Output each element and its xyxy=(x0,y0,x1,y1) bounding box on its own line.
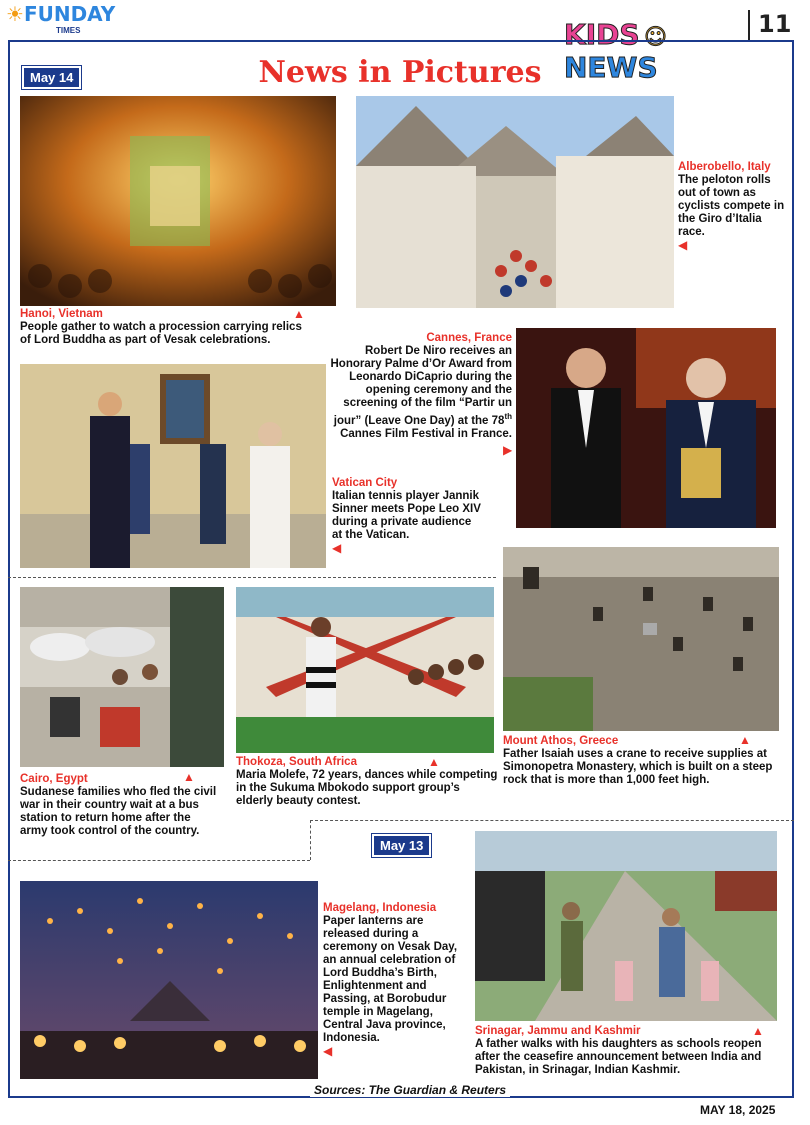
place-hanoi: Hanoi, Vietnam xyxy=(20,308,103,320)
logo-face-icon: ☺ xyxy=(643,25,667,50)
photo-mount-athos xyxy=(503,547,779,731)
caption-magelang: Paper lanterns are released during a ceremony on Vesak Day, an annual celebration of Lord Buddha’s Birth, Enlightenment and Passing, at Borobudur temple in Magelang, Central Java province, Indonesia. xyxy=(323,915,458,1044)
divider-dashed-2 xyxy=(310,820,794,821)
divider-dashed-3 xyxy=(8,860,310,861)
right-arrow-icon: ◀ xyxy=(502,442,512,457)
caption-hanoi: People gather to watch a procession carrying relics of Lord Buddha as part of Vesak celebrations. xyxy=(20,321,302,346)
up-arrow-icon: ▲ xyxy=(293,307,305,321)
place-srinagar: Srinagar, Jammu and Kashmir xyxy=(475,1025,641,1037)
story-cairo xyxy=(20,770,220,838)
up-arrow-icon: ▲ xyxy=(752,1024,764,1038)
story-thokoza xyxy=(236,756,498,808)
photo-vatican xyxy=(20,364,326,568)
place-cannes: Cannes, France xyxy=(426,332,512,344)
caption-srinagar: A father walks with his daughters as schools reopen after the ceasefire announcement between India and Pakistan, in Srinagar, Indian Kashmir. xyxy=(475,1038,762,1076)
page-title: News in Pictures xyxy=(258,55,542,90)
photo-alberobello xyxy=(356,96,674,308)
date-badge-may13: May 13 xyxy=(372,834,431,857)
caption-cannes-b: Cannes Film Festival in France. xyxy=(340,427,512,440)
story-magelang xyxy=(323,902,468,1057)
caption-cannes xyxy=(320,345,512,441)
left-arrow-icon: ◀ xyxy=(332,541,342,555)
story-vatican xyxy=(332,477,482,554)
logo-news: NEWS xyxy=(564,51,658,84)
photo-thokoza xyxy=(236,587,494,753)
story-srinagar xyxy=(475,1025,775,1077)
up-arrow-icon: ▲ xyxy=(183,770,195,784)
story-alberobello xyxy=(678,161,788,251)
logo-sub: TIMES xyxy=(56,26,81,35)
photo-srinagar xyxy=(475,831,777,1021)
caption-cairo: Sudanese families who fled the civil war in their country wait at a bus station to return home after the army took control of the country. xyxy=(20,786,217,837)
caption-cannes-sup: th xyxy=(504,412,512,421)
place-vatican: Vatican City xyxy=(332,477,398,489)
date-badge-may14: May 14 xyxy=(22,66,81,89)
story-mount-athos xyxy=(503,735,785,787)
left-arrow-icon: ◀ xyxy=(678,238,688,252)
up-arrow-icon: ▲ xyxy=(428,755,440,769)
photo-cannes xyxy=(516,328,776,528)
caption-thokoza: Maria Molefe, 72 years, dances while competing in the Sukuma Mbokodo support group’s elderly beauty contest. xyxy=(236,769,498,807)
sources-credit: Sources: The Guardian & Reuters xyxy=(310,1083,510,1097)
logo-word xyxy=(6,4,116,24)
up-arrow-icon: ▲ xyxy=(739,733,751,747)
logo-sun-icon: ☀ xyxy=(6,2,24,26)
logo-kids: KIDS xyxy=(564,18,640,51)
place-alberobello: Alberobello, Italy xyxy=(678,161,771,173)
page-number: 11 xyxy=(748,10,798,42)
footer-date: MAY 18, 2025 xyxy=(700,1103,776,1117)
story-cannes xyxy=(320,332,512,459)
caption-vatican: Italian tennis player Jannik Sinner meets Pope Leo XIV during a private audience at the Vatican. xyxy=(332,490,481,541)
place-cairo: Cairo, Egypt xyxy=(20,773,88,785)
place-thokoza: Thokoza, South Africa xyxy=(236,756,357,768)
story-hanoi xyxy=(20,308,310,347)
left-arrow-icon: ◀ xyxy=(323,1044,333,1058)
photo-hanoi xyxy=(20,96,336,306)
funday-times-logo xyxy=(6,4,116,40)
place-mount-athos: Mount Athos, Greece xyxy=(503,735,619,747)
photo-cairo xyxy=(20,587,224,767)
divider-dashed xyxy=(8,577,496,578)
caption-alberobello: The peloton rolls out of town as cyclists compete in the Giro d’Italia race. xyxy=(678,174,785,238)
caption-mount-athos: Father Isaiah uses a crane to receive supplies at Simonopetra Monastery, which is built on a steep rock that is more than 1,000 feet high. xyxy=(503,748,773,786)
photo-magelang xyxy=(20,881,318,1079)
logo-word-text: FUNDAY xyxy=(23,2,116,26)
place-magelang: Magelang, Indonesia xyxy=(323,902,437,914)
divider-dashed-vertical xyxy=(310,820,311,860)
caption-cannes-a: Robert De Niro receives an Honorary Palme d’Or Award from Leonardo DiCaprio during the opening ceremony and the screening of the film “Partir un jour” (Leave One Day) at the 78 xyxy=(330,345,512,427)
